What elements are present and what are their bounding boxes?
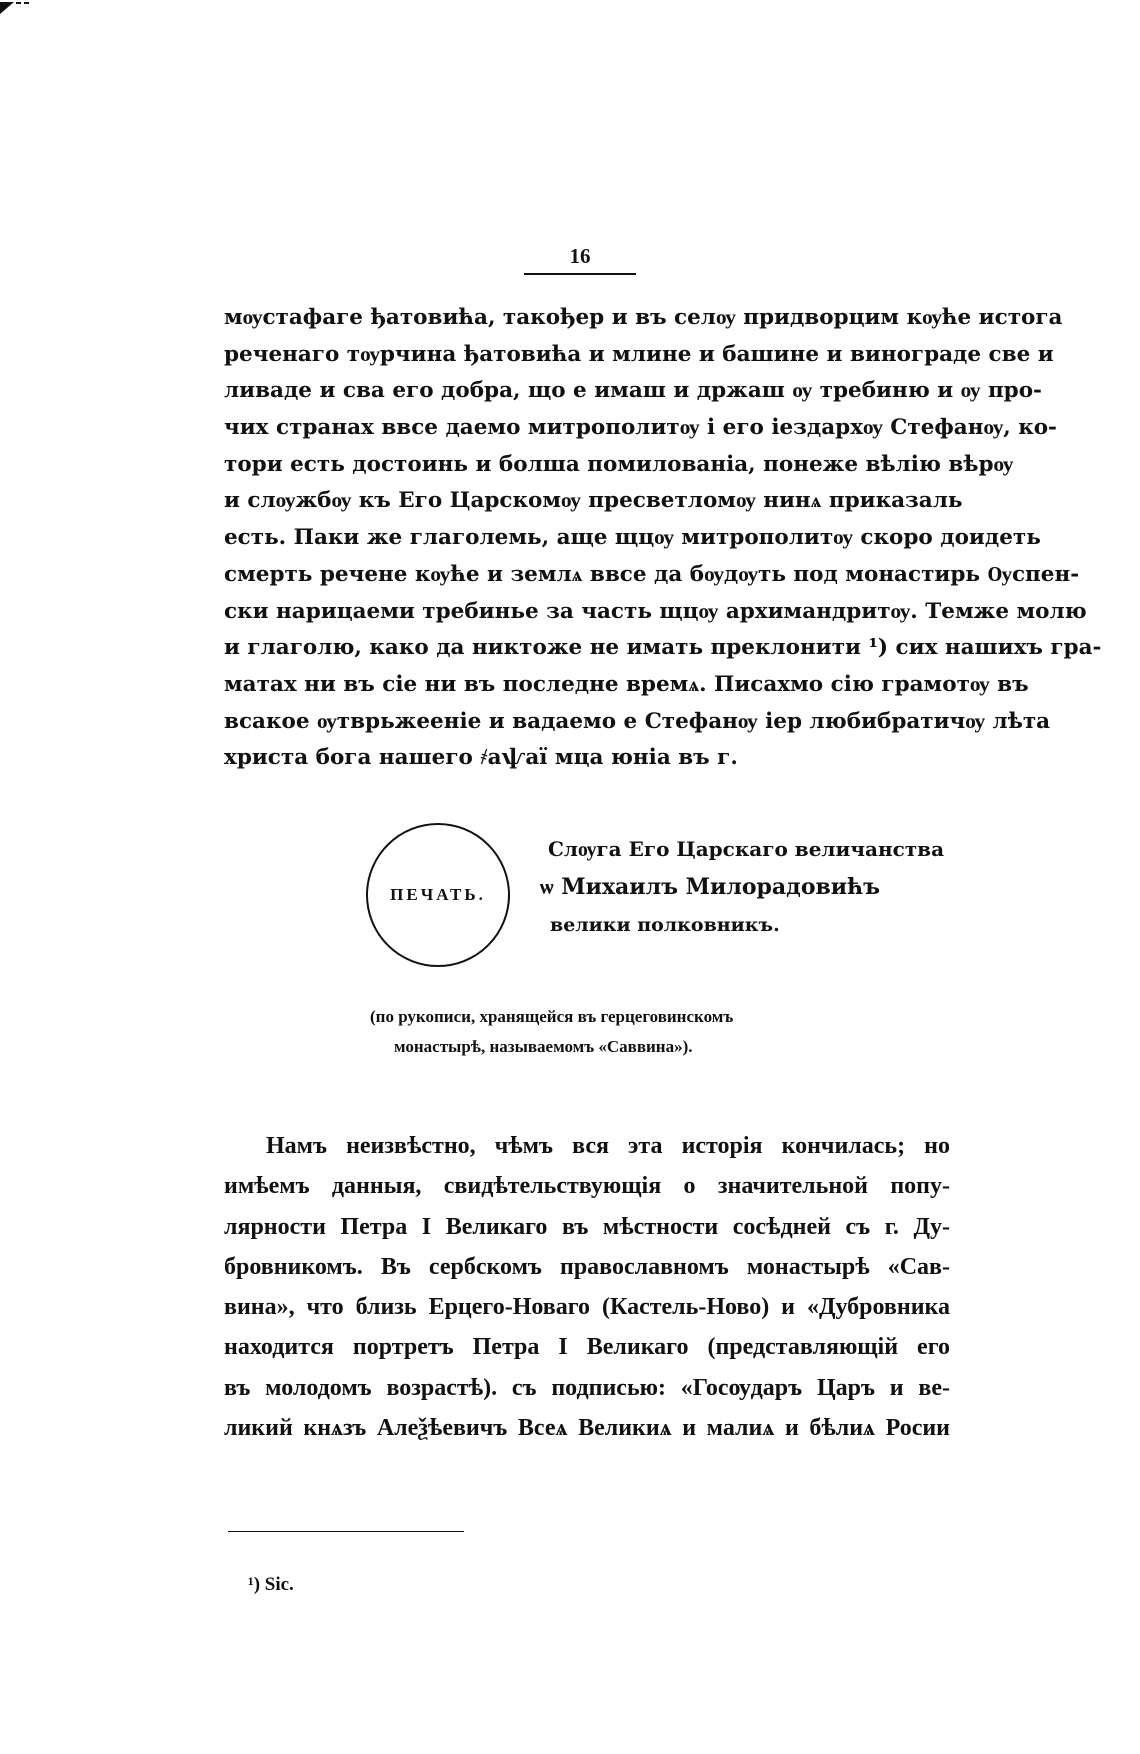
charter-line: и глаголю, како да никтоже не имать преклонити ¹) сих нашихъ гра-: [224, 635, 1102, 661]
body-line: въ молодомъ возрастѣ). съ подписью: «Госѹдаръ Царъ и ве-: [224, 1374, 950, 1401]
signature-name: ѡ Михаилъ Милорадовићъ: [540, 874, 880, 900]
charter-line: мѹстафаге ђатовића, такођер и въ селѹ придворцим кѹће истога: [224, 305, 1063, 330]
body-line: имѣемъ данныя, свидѣтельствующія о значительной попу-: [224, 1173, 950, 1200]
charter-line: всакое ѹтврьжееніе и вадаемо е Стефанѹ іер любибратичѹ лѣта: [224, 708, 1051, 734]
body-line: ликий кнѧзъ Алеѯѣевичъ Всеѧ Великиѧ и малиѧ и бѣлиѧ Росии: [224, 1415, 950, 1442]
charter-line: христа бога нашего ҂аѱаї мца юніа въ г.: [224, 745, 738, 771]
charter-line: смерть речене кѹће и землѧ ввсе да бѹдѹть под монастирь Ѹспен-: [224, 561, 1080, 587]
source-note-line: (по рукописи, хранящейся въ герцеговинскомъ: [370, 1007, 734, 1026]
body-paragraph: [224, 1126, 950, 1448]
body-line: находится портретъ Петра I Великаго (представляющій его: [224, 1334, 950, 1361]
seal-label: ПЕЧАТЬ.: [390, 885, 486, 904]
source-note: [370, 1002, 930, 1062]
charter-line: ливаде и сва его добра, що е имаш и држаш ѹ требиню и ѹ про-: [224, 378, 1042, 404]
charter-line: матах ни въ сіе ни въ последне времѧ. Писахмо сію грамотѹ въ: [224, 671, 1029, 697]
signature-rank: велики полковникъ.: [550, 914, 780, 936]
source-note-line: монастырѣ, называемомъ «Саввина»).: [394, 1037, 693, 1056]
body-line: Намъ неизвѣстно, чѣмъ вся эта исторія кончилась; но: [266, 1133, 950, 1159]
charter-line: ски нарицаеми требинье за часть щцѹ архимандритѹ. Темже молю: [224, 598, 1087, 624]
footnote: [248, 1574, 294, 1596]
body-line: бровникомъ. Въ сербскомъ православномъ монастырѣ «Сав-: [224, 1253, 950, 1280]
charter-line: и слѹжбѹ къ Его Царскомѹ пресветломѹ нинѧ приказаль: [224, 488, 963, 514]
charter-line: тори есть достоинь и болша помилованіа, понеже вѣлію вѣрѹ: [224, 451, 1014, 477]
page-number: 16: [524, 244, 636, 275]
charter-line: реченаго тѹрчина ђатовића и млине и башине и винограде све и: [224, 341, 1054, 367]
charter-line: чих странах ввсе даемо митрополитѹ і его іездархѹ Стефанѹ, ко-: [224, 415, 1057, 441]
footnote-divider: [228, 1531, 464, 1532]
body-line: лярности Петра I Великаго въ мѣстности сосѣдней съ г. Ду-: [224, 1213, 950, 1240]
signature-block: [540, 830, 980, 944]
footnote-marker: ¹): [248, 1574, 261, 1595]
seal-circle: [366, 823, 510, 967]
footnote-text: Sic.: [264, 1574, 294, 1595]
body-line: вина», что близь Ерцего-Новаго (Кастель-Ново) и «Дубровника: [224, 1294, 950, 1321]
signature-title: Слѹга Его Царскаго величанства: [548, 837, 945, 861]
charter-text: [224, 300, 1102, 777]
page-corner-mark: [0, 0, 32, 14]
charter-line: есть. Паки же глаголемь, аще щцѹ митрополитѹ скоро доидеть: [224, 525, 1041, 551]
